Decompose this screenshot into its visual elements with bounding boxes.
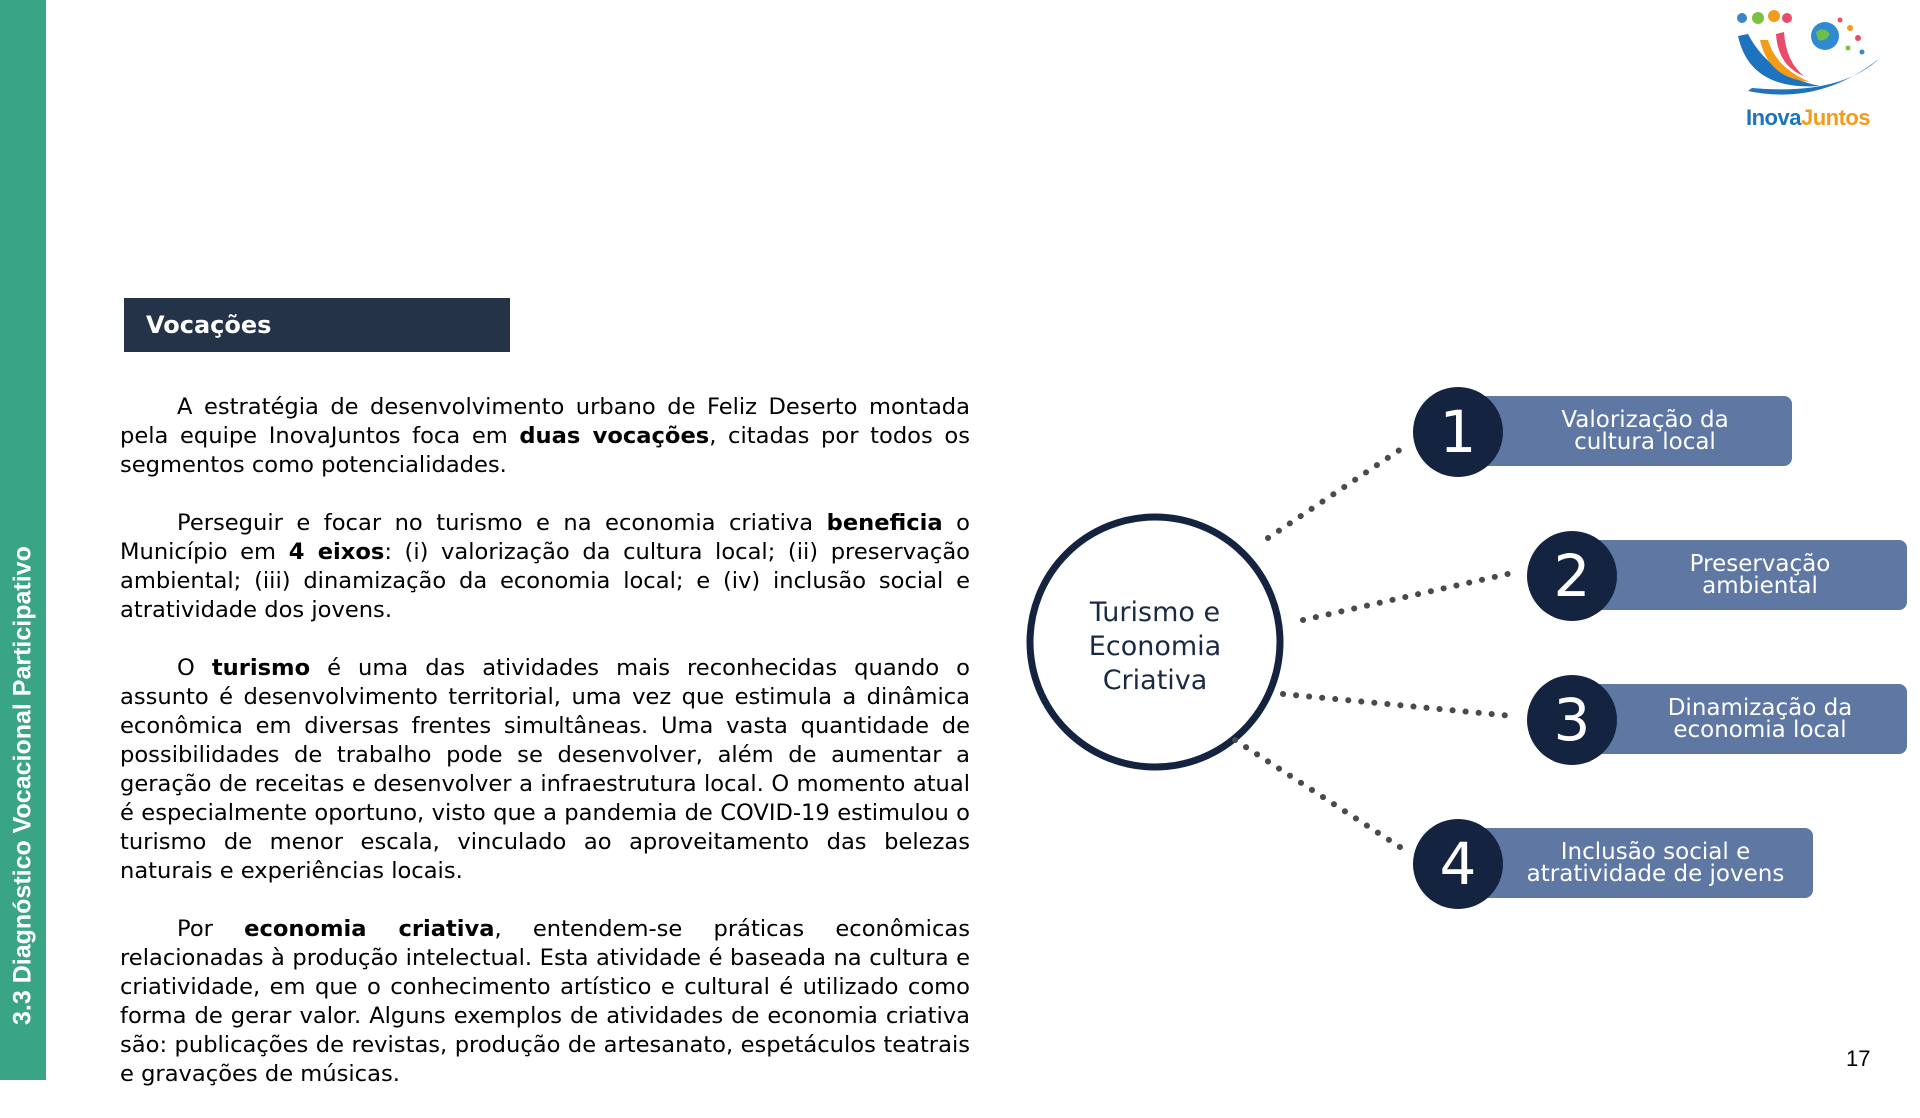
- axis-item-2: Preservação ambiental: [1573, 540, 1907, 610]
- paragraph-3: O turismo é uma das atividades mais reconhecidas quando o assunto é desenvolvimento territorial, uma vez que estimula a dinâmica econômica em diversas frentes simultâneas. Uma vasta quantidade de possibilidades de trabalho pode se desenvolver, além de aumentar a geração de receitas e desenvolver a infraestrutura local. O momento atual é especialmente oportuno, visto que a pandemia de COVID-19 estimulou o turismo de menor escala, vinculado ao aproveitamento das belezas naturais e experiências locais.: [120, 655, 971, 884]
- logo-wordmark: InovaJuntos: [1746, 105, 1871, 130]
- connector-2: [1303, 573, 1512, 620]
- axis-number-1: 1: [1413, 387, 1503, 477]
- page-number: 17: [1846, 1046, 1871, 1071]
- paragraph-1: A estratégia de desenvolvimento urbano de Feliz Deserto montada pela equipe InovaJuntos foca em duas vocações, citadas por todos os segmentos como potencialidades.: [120, 394, 970, 478]
- connector-3: [1283, 694, 1512, 716]
- axis-item-1: Valorização da cultura local: [1458, 396, 1792, 466]
- sidebar-title: 3.3 Diagnóstico Vocacional Participativo: [8, 546, 37, 1025]
- axis-number-4: 4: [1413, 819, 1503, 909]
- axis-item-3: Dinamização da economia local: [1573, 684, 1907, 754]
- paragraph-2: Perseguir e focar no turismo e na economia criativa beneficia o Município em 4 eixos: (i) valorização da cultura local; (ii) preservação ambiental; (iii) dinamização da economia local; e (iv) inclusão social e atratividade dos jovens.: [120, 510, 971, 623]
- axis-item-4: Inclusão social e atratividade de jovens: [1458, 828, 1813, 898]
- section-title: Vocações: [146, 311, 272, 339]
- connector-4: [1235, 740, 1403, 849]
- axis-number-3: 3: [1527, 675, 1617, 765]
- connector-1: [1268, 445, 1407, 538]
- hub-label: Turismo e Economia Criativa: [1088, 597, 1222, 696]
- paragraph-4: Por economia criativa, entendem-se práticas econômicas relacionadas à produção intelectual. Esta atividade é baseada na cultura e criatividade, em que o conhecimento artístico e cultural é utilizado como forma de gerar valor. Alguns exemplos de atividades de economia criativa são: publicações de revistas, produção de artesanato, espetáculos teatrais e gravações de músicas.: [120, 916, 970, 1087]
- axis-number-2: 2: [1527, 531, 1617, 621]
